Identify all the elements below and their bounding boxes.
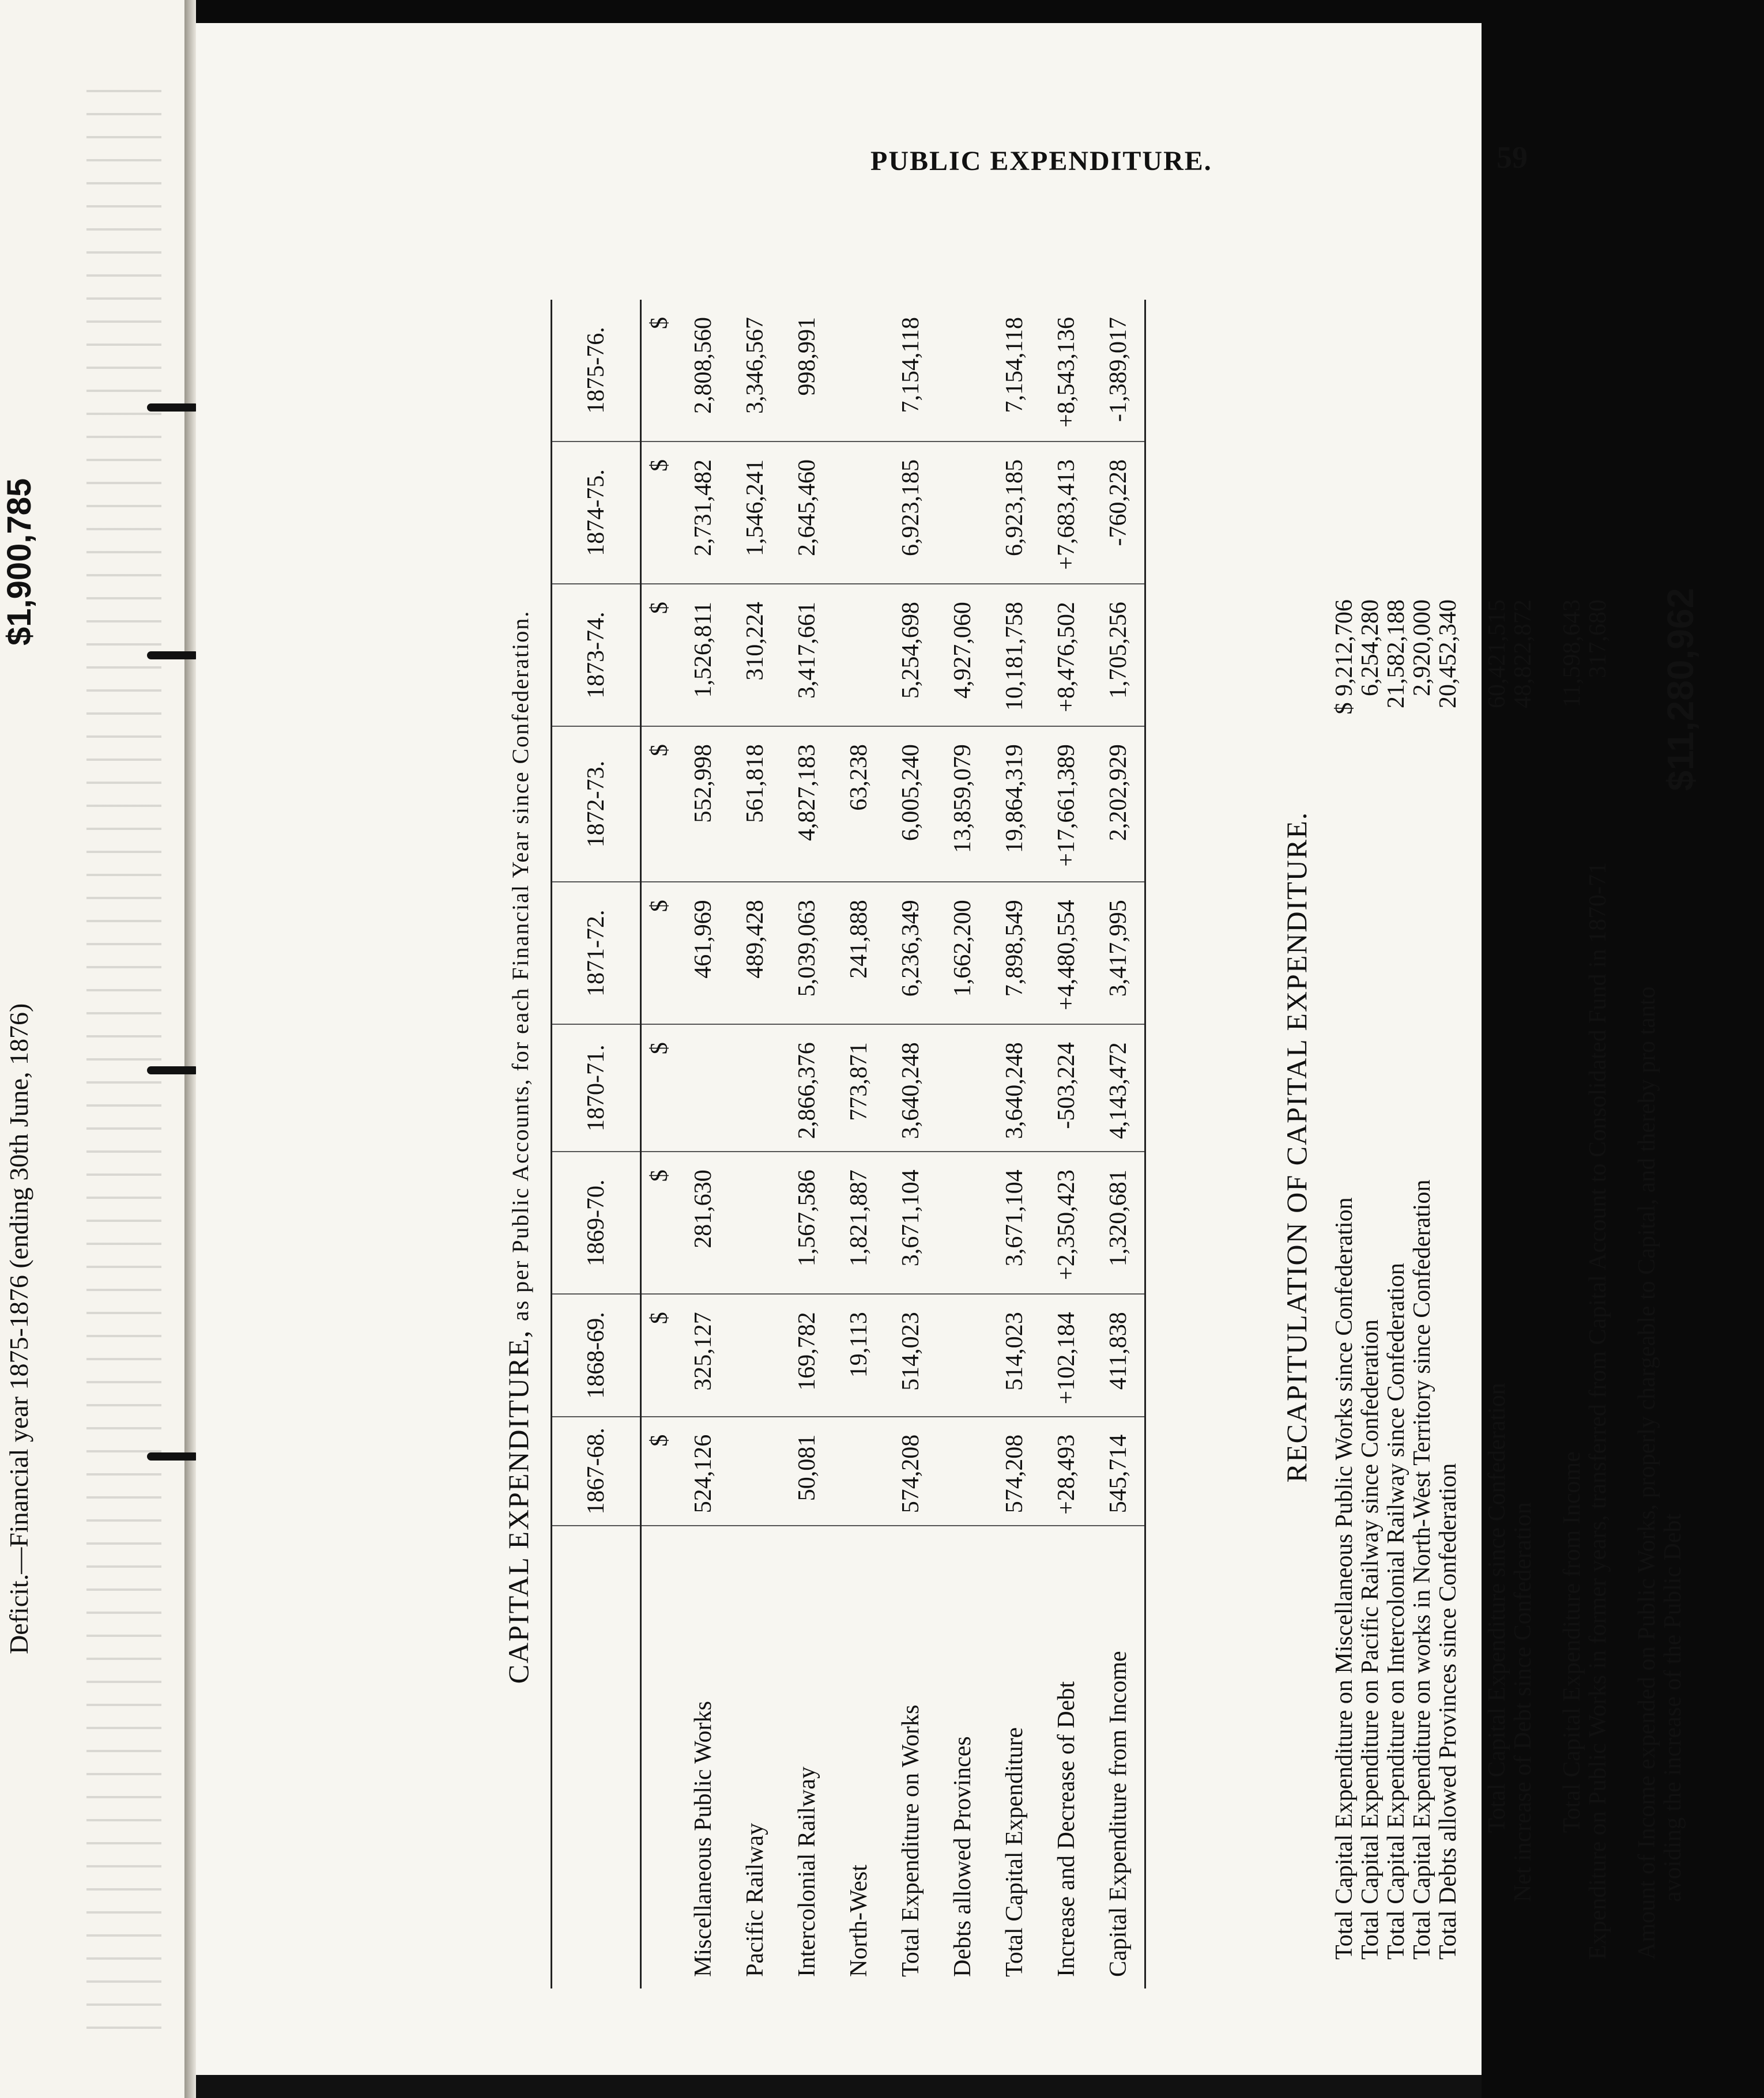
table-cell [937, 442, 989, 584]
table-cell: 4,143,472 [1092, 1024, 1145, 1152]
recap-value: 2,920,000 [1409, 599, 1435, 696]
table-cell: 3,640,248 [885, 1024, 937, 1152]
table-cell: 574,208 [885, 1417, 937, 1526]
table-cell: 241,888 [833, 882, 885, 1024]
recap-value: 11,598,643 [1559, 599, 1585, 708]
recap-label: Expenditure on Public Works in former years, transferred from Capital Account to Consolidated Fund in 1870-71 [1585, 862, 1611, 1960]
table-cell [833, 584, 885, 726]
row-label: Debts allowed Provinces [949, 1736, 976, 1977]
recap-line [1434, 300, 1460, 1994]
table-cell: 281,630 [677, 1152, 729, 1294]
table-cell [729, 1294, 781, 1416]
table-cell: 545,714 [1092, 1417, 1145, 1526]
capital-expenditure-table [551, 300, 1146, 1988]
table-cell: -503,224 [1041, 1024, 1092, 1152]
table-cell: +8,476,502 [1041, 584, 1092, 726]
recap-value: 317,680 [1585, 599, 1611, 678]
table-cell: 411,838 [1092, 1294, 1145, 1416]
table-cell: 3,671,104 [885, 1152, 937, 1294]
table-cell: 773,871 [833, 1024, 885, 1152]
col-header: 1872-73. [552, 726, 641, 882]
table-cell: +8,543,136 [1041, 300, 1092, 442]
table-cell: 2,645,460 [781, 442, 833, 584]
table-cell [833, 300, 885, 442]
page-number: 59 [1497, 140, 1528, 175]
table-cell: 574,208 [989, 1417, 1041, 1526]
row-label: Pacific Railway [742, 1822, 768, 1977]
recap-value: 6,254,280 [1357, 599, 1384, 696]
deficit-amount: $1,900,785 [1, 478, 38, 646]
recap-line [1330, 300, 1356, 1994]
binding-thread [147, 1066, 199, 1074]
table-cell: 489,428 [729, 882, 781, 1024]
table-cell: 461,969 [677, 882, 729, 1024]
table-cell: 998,991 [781, 300, 833, 442]
recap-value: 21,582,188 [1383, 599, 1409, 708]
currency-symbol: $ [641, 1294, 678, 1416]
table-cell: 13,859,079 [937, 726, 989, 882]
currency-row [641, 300, 678, 1988]
table-cell: 310,224 [729, 584, 781, 726]
table-cell: 6,005,240 [885, 726, 937, 882]
col-header: 1871-72. [552, 882, 641, 1024]
currency-symbol: $ [641, 584, 678, 726]
table-cell: 1,567,586 [781, 1152, 833, 1294]
recap-label: Total Capital Expenditure on Pacific Railway since Confederation [1357, 1319, 1384, 1960]
page-title: PUBLIC EXPENDITURE. [870, 146, 1212, 176]
row-label: Total Capital Expenditure [1001, 1727, 1028, 1977]
table-cell: +17,661,389 [1041, 726, 1092, 882]
table-row [885, 300, 937, 1988]
table-row [781, 300, 833, 1988]
binding-thread [147, 651, 199, 659]
table-cell: +4,480,554 [1041, 882, 1092, 1024]
table-cell: 3,346,567 [729, 300, 781, 442]
book-gutter [184, 0, 196, 2098]
currency-symbol: $ [641, 1024, 678, 1152]
table-cell: 1,320,681 [1092, 1152, 1145, 1294]
recap-label: Total Capital Expenditure from Income [1559, 1451, 1585, 1833]
recap-label: Total Capital Expenditure on Miscellaneous Public Works since Confederation [1331, 1197, 1358, 1960]
binding-thread [147, 1452, 199, 1461]
table-cell: 514,023 [989, 1294, 1041, 1416]
table-cell [937, 1024, 989, 1152]
table-row [729, 300, 781, 1988]
table-cell: -1,389,017 [1092, 300, 1145, 442]
table-cell: 10,181,758 [989, 584, 1041, 726]
table-cell [729, 1152, 781, 1294]
recap-label: Total Debts allowed Provinces since Confederation [1435, 1463, 1461, 1960]
table-cell: 6,923,185 [885, 442, 937, 584]
table-cell: +7,683,413 [1041, 442, 1092, 584]
table-row [677, 300, 729, 1988]
table-cell: 3,671,104 [989, 1152, 1041, 1294]
table-cell: 19,113 [833, 1294, 885, 1416]
table-cell: 2,866,376 [781, 1024, 833, 1152]
table-cell: 169,782 [781, 1294, 833, 1416]
row-label: Intercolonial Railway [794, 1766, 820, 1977]
row-label: Total Expenditure on Works [898, 1704, 924, 1977]
table-cell: 3,417,661 [781, 584, 833, 726]
col-header: 1873-74. [552, 584, 641, 726]
table-cell: 1,705,256 [1092, 584, 1145, 726]
table-cell [833, 442, 885, 584]
col-header: 1870-71. [552, 1024, 641, 1152]
table-cell: 6,923,185 [989, 442, 1041, 584]
table-cell: 63,238 [833, 726, 885, 882]
row-label: North-West [846, 1865, 872, 1977]
table-cell: 4,927,060 [937, 584, 989, 726]
recapitulation [1280, 300, 1701, 1994]
table-cell: 7,898,549 [989, 882, 1041, 1024]
table-cell: 6,236,349 [885, 882, 937, 1024]
recap-total-line [1483, 300, 1509, 1994]
rotated-content [484, 265, 1764, 1994]
table-cell: 2,731,482 [677, 442, 729, 584]
table-cell [729, 1024, 781, 1152]
currency-symbol: $ [641, 882, 678, 1024]
row-label: Increase and Decrease of Debt [1053, 1681, 1080, 1977]
table-cell: 19,864,319 [989, 726, 1041, 882]
table-cell: 3,417,995 [1092, 882, 1145, 1024]
deficit-line [0, 0, 63, 2098]
col-header: 1867-68. [552, 1417, 641, 1526]
table-row [1092, 300, 1145, 1988]
recap-income-line [1558, 300, 1584, 1994]
table-cell: 2,202,929 [1092, 726, 1145, 882]
table-cell: 561,818 [729, 726, 781, 882]
currency-symbol: $ [641, 1417, 678, 1526]
table-cell: 1,546,241 [729, 442, 781, 584]
recap-value: 60,421,515 [1484, 599, 1510, 708]
recap-transfer-line [1584, 300, 1610, 1994]
table-cell [937, 1417, 989, 1526]
table-cell: 4,827,183 [781, 726, 833, 882]
col-header: 1874-75. [552, 442, 641, 584]
table-cell [833, 1417, 885, 1526]
recap-final-label: Amount of Income expended on Public Works, properly chargeable to Capital, and thereby pro tanto [1634, 986, 1660, 1960]
table-cell: 325,127 [677, 1294, 729, 1416]
recap-label: Net increase of Debt since Confederation [1510, 1502, 1536, 1902]
table-cell: +2,350,423 [1041, 1152, 1092, 1294]
recap-line [1408, 300, 1434, 1994]
table-cell: 524,126 [677, 1417, 729, 1526]
recap-final-value: $11,280,962 [1660, 588, 1701, 791]
row-label: Miscellaneous Public Works [690, 1701, 717, 1977]
recap-label: Total Capital Expenditure on Intercolonial Railway since Confederation [1383, 1263, 1409, 1960]
recap-final-line [1659, 300, 1701, 1994]
table-cell: 1,526,811 [677, 584, 729, 726]
col-header: 1868-69. [552, 1294, 641, 1416]
recap-value: 20,452,340 [1435, 599, 1461, 708]
table-cell: 514,023 [885, 1294, 937, 1416]
recap-value: $ 9,212,706 [1331, 599, 1358, 715]
table-row [937, 300, 989, 1988]
table-cell: 7,154,118 [989, 300, 1041, 442]
recap-heading: RECAPITULATION OF CAPITAL EXPENDITURE. [1280, 811, 1313, 1483]
table-cell [937, 300, 989, 442]
table-cell: 1,662,200 [937, 882, 989, 1024]
table-cell: 2,808,560 [677, 300, 729, 442]
table-cell [937, 1294, 989, 1416]
running-header [870, 140, 1551, 180]
table-cell [937, 1152, 989, 1294]
recap-label: Total Capital Expenditure since Confederation [1484, 1383, 1510, 1833]
table-cell: 1,821,887 [833, 1152, 885, 1294]
table-title-main: CAPITAL EXPENDITURE, [502, 1329, 534, 1684]
currency-symbol: $ [641, 442, 678, 584]
row-label: Capital Expenditure from Income [1092, 1526, 1145, 1988]
table-cell: 50,081 [781, 1417, 833, 1526]
recap-final-label: avoiding the increase of the Public Debt [1660, 1513, 1686, 1902]
label-header [552, 1526, 641, 1988]
table-cell [677, 1024, 729, 1152]
recap-line [1382, 300, 1408, 1994]
table-row [833, 300, 885, 1988]
recap-value: 48,822,872 [1510, 599, 1536, 708]
table-cell: 552,998 [677, 726, 729, 882]
binding-thread [147, 403, 199, 412]
table-cell: -760,228 [1092, 442, 1145, 584]
table-cell: 7,154,118 [885, 300, 937, 442]
table-header-row [552, 300, 641, 1988]
table-cell: +28,493 [1041, 1417, 1092, 1526]
table-cell: 5,254,698 [885, 584, 937, 726]
page-shadow [196, 2075, 1482, 2098]
table-cell: +102,184 [1041, 1294, 1092, 1416]
deficit-label: Deficit.—Financial year 1875-1876 (ending 30th June, 1876) [4, 1003, 33, 1654]
table-cell [729, 1417, 781, 1526]
recap-label: Total Capital Expenditure on works in North-West Territory since Confederation [1409, 1179, 1435, 1960]
currency-symbol: $ [641, 300, 678, 442]
recap-net-line [1509, 300, 1535, 1994]
recap-final-line [1633, 300, 1659, 1994]
book-page [196, 23, 1701, 2075]
currency-symbol: $ [641, 1152, 678, 1294]
col-header: 1875-76. [552, 300, 641, 442]
table-title [502, 300, 535, 1994]
table-cell: 3,640,248 [989, 1024, 1041, 1152]
table-title-rest: as per Public Accounts, for each Financial Year since Confederation. [507, 610, 533, 1322]
currency-symbol: $ [641, 726, 678, 882]
recap-line [1356, 300, 1382, 1994]
table-cell: 5,039,063 [781, 882, 833, 1024]
table-row [989, 300, 1041, 1988]
col-header: 1869-70. [552, 1152, 641, 1294]
table-row [1041, 300, 1092, 1988]
